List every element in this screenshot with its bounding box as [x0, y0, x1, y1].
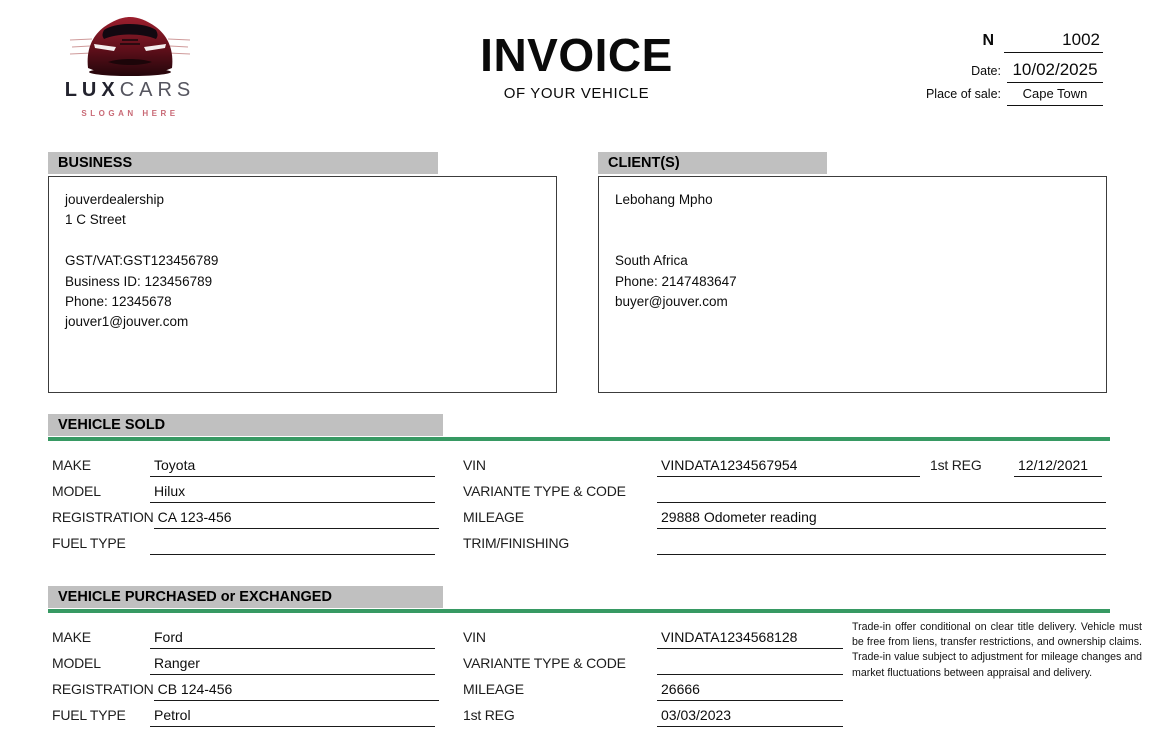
model-label: MODEL — [52, 483, 101, 499]
model-value: Ranger — [150, 655, 435, 675]
registration-label: REGISTRATION — [52, 509, 154, 525]
vin-label: VIN — [463, 457, 486, 473]
registration-value: CA 123-456 — [154, 509, 439, 529]
client-email: buyer@jouver.com — [615, 293, 728, 309]
business-info-box — [48, 176, 557, 393]
business-blank-line — [65, 233, 540, 253]
make-value: Toyota — [150, 457, 435, 477]
registration-value: CB 124-456 — [154, 681, 439, 701]
place-of-sale-row — [873, 86, 1103, 106]
field-row-registration — [52, 675, 452, 701]
vin-value: VINDATA1234567954 — [657, 457, 920, 477]
vehicle-sold-left-fields — [52, 451, 452, 555]
vehicle-purchased-left-fields — [52, 623, 452, 727]
client-name: Lebohang Mpho — [615, 192, 713, 207]
model-label: MODEL — [52, 655, 101, 671]
client-section-header: CLIENT(S) — [598, 152, 827, 174]
make-label: MAKE — [52, 457, 91, 473]
business-address: 1 C Street — [65, 212, 126, 228]
field-row-mileage — [463, 503, 1113, 529]
mileage-value: 29888 Odometer reading — [657, 509, 1106, 529]
client-info-box — [598, 176, 1107, 393]
vin-value: VINDATA1234568128 — [657, 629, 843, 649]
vehicle-purchased-right-fields — [463, 623, 863, 727]
model-value: Hilux — [150, 483, 435, 503]
invoice-meta — [873, 30, 1103, 106]
place-of-sale-value: Cape Town — [1007, 86, 1103, 106]
invoice-number-row — [873, 30, 1103, 53]
vehicle-sold-section-header: VEHICLE SOLD — [48, 414, 443, 436]
variante-label: VARIANTE TYPE & CODE — [463, 483, 626, 499]
field-row-variante — [463, 649, 863, 675]
field-row-mileage — [463, 675, 863, 701]
fuel-type-value — [150, 551, 435, 555]
business-name: jouverdealership — [65, 192, 165, 207]
variante-label: VARIANTE TYPE & CODE — [463, 655, 626, 671]
mileage-label: MILEAGE — [463, 509, 524, 525]
client-blank-line — [615, 212, 1090, 232]
registration-label: REGISTRATION — [52, 681, 154, 697]
section-divider-green — [48, 437, 1110, 441]
field-row-trim — [463, 529, 1113, 555]
first-reg-value: 12/12/2021 — [1014, 457, 1102, 477]
client-blank-line — [615, 233, 1090, 253]
field-row-fuel-type — [52, 701, 452, 727]
fuel-type-label: FUEL TYPE — [52, 535, 126, 551]
brand-slogan: SLOGAN HERE — [81, 109, 179, 118]
vehicle-sold-right-fields — [463, 451, 1113, 555]
invoice-number-value: 1002 — [1004, 30, 1103, 53]
invoice-date-row — [873, 60, 1103, 83]
business-phone: Phone: 12345678 — [65, 293, 172, 309]
make-value: Ford — [150, 629, 435, 649]
field-row-vin — [463, 451, 1113, 477]
trade-in-disclaimer: Trade-in offer conditional on clear title delivery. Vehicle must be free from liens, transfer restrictions, and ownership claims. Trade-in value subject to adjustment for mileage changes and market fluctuations between appraisal and delivery. — [852, 621, 1142, 679]
vin-label: VIN — [463, 629, 486, 645]
first-reg-value: 03/03/2023 — [657, 707, 843, 727]
invoice-date-label: Date: — [971, 64, 1001, 78]
business-section-header: BUSINESS — [48, 152, 438, 174]
fuel-type-value: Petrol — [150, 707, 435, 727]
variante-value — [657, 671, 843, 675]
place-of-sale-label: Place of sale: — [925, 87, 1001, 101]
document-subtitle: OF YOUR VEHICLE — [503, 85, 650, 102]
field-row-make — [52, 623, 452, 649]
invoice-date-value: 10/02/2025 — [1007, 60, 1103, 83]
invoice-number-label: N — [982, 32, 994, 49]
field-row-variante — [463, 477, 1113, 503]
business-gst-vat: GST/VAT:GST123456789 — [65, 253, 219, 269]
field-row-model — [52, 477, 452, 503]
brand-name-secondary: CARS — [119, 79, 196, 101]
client-country: South Africa — [615, 253, 688, 269]
field-row-make — [52, 451, 452, 477]
first-reg-label: 1st REG — [463, 707, 515, 723]
first-reg-label: 1st REG — [930, 457, 982, 473]
field-row-model — [52, 649, 452, 675]
section-divider-green — [48, 609, 1110, 613]
client-phone: Phone: 2147483647 — [615, 273, 737, 289]
mileage-value: 26666 — [657, 681, 843, 701]
make-label: MAKE — [52, 629, 91, 645]
field-row-registration — [52, 503, 452, 529]
variante-value — [657, 499, 1106, 503]
field-row-vin — [463, 623, 863, 649]
vehicle-purchased-section-header: VEHICLE PURCHASED or EXCHANGED — [48, 586, 443, 608]
trim-value — [657, 551, 1106, 555]
fuel-type-label: FUEL TYPE — [52, 707, 126, 723]
field-row-first-reg — [463, 701, 863, 727]
field-row-fuel-type — [52, 529, 452, 555]
document-title: INVOICE — [480, 29, 673, 81]
business-id: Business ID: 123456789 — [65, 273, 213, 289]
brand-name-primary: LUX — [64, 79, 120, 101]
mileage-label: MILEAGE — [463, 681, 524, 697]
trim-label: TRIM/FINISHING — [463, 535, 570, 551]
business-email: jouver1@jouver.com — [65, 314, 189, 330]
